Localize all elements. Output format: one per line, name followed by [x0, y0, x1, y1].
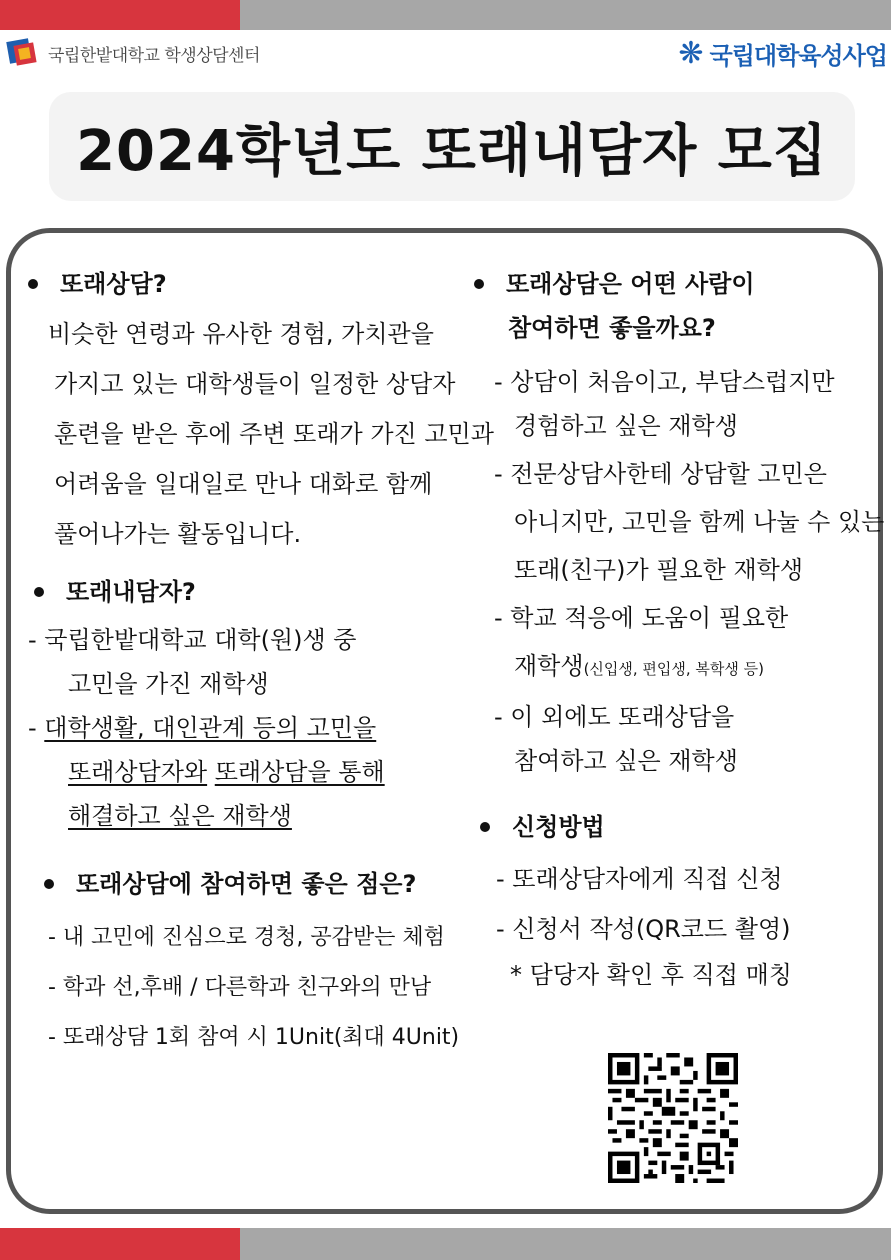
text-line: 어려움을 일대일로 만나 대화로 함께	[54, 470, 433, 498]
section-peer-client-heading: 또래내담자?	[28, 570, 478, 614]
text-line: 비슷한 연령과 유사한 경험, 가치관을	[48, 320, 434, 348]
bullet-icon	[34, 587, 44, 597]
text-line: 재학생(신입생, 편입생, 복학생 등)	[514, 652, 765, 680]
text-line: 또래상담자와 또래상담을 통해	[68, 758, 385, 786]
section-peer-counseling-body	[28, 312, 494, 556]
university-logo	[6, 38, 260, 68]
university-logo-text: 국립한밭대학교 학생상담센터	[48, 45, 260, 66]
sparkle-logo-icon: ❋	[678, 35, 704, 71]
section-benefits-body	[28, 916, 478, 1060]
text-line: - 전문상담사한테 상담할 고민은	[494, 460, 827, 488]
text-line: 아니지만, 고민을 함께 나눌 수 있는	[514, 508, 885, 536]
text-line: 가지고 있는 대학생들이 일정한 상담자	[54, 370, 456, 398]
project-logo-text: 국립대학육성사업	[709, 42, 887, 70]
text-line: - 또래상담자에게 직접 신청	[496, 865, 783, 893]
text-line: - 신청서 작성(QR코드 촬영)	[496, 915, 791, 943]
section-benefits-heading: 또래상담에 참여하면 좋은 점은?	[28, 862, 478, 906]
project-logo	[678, 36, 887, 71]
page-title: 2024학년도 또래내담자 모집	[76, 118, 828, 184]
text-line: - 또래상담 1회 참여 시 1Unit(최대 4Unit)	[48, 1025, 460, 1050]
text-line: 참여하고 싶은 재학생	[514, 747, 738, 775]
bullet-icon	[474, 279, 484, 289]
section-who-heading: 또래상담은 어떤 사람이	[474, 262, 874, 306]
text-line: * 담당자 확인 후 직접 매칭	[510, 961, 792, 989]
text-line: - 국립한밭대학교 대학(원)생 중	[28, 626, 357, 654]
bullet-icon	[28, 279, 38, 289]
top-grey-bar	[240, 0, 891, 30]
right-column	[474, 262, 885, 997]
text-line: 해결하고 싶은 재학생	[68, 802, 292, 830]
text-line: 또래(친구)가 필요한 재학생	[514, 556, 804, 584]
text-line: - 상담이 처음이고, 부담스럽지만	[494, 368, 835, 396]
section-apply-heading: 신청방법	[474, 805, 874, 849]
text-line: 경험하고 싶은 재학생	[514, 412, 738, 440]
qr-code-icon[interactable]	[608, 1053, 738, 1183]
title-banner	[49, 92, 855, 201]
text-line: 고민을 가진 재학생	[68, 670, 269, 698]
text-line: - 학교 적응에 도움이 필요한	[494, 604, 789, 632]
section-peer-counseling-heading: 또래상담?	[28, 262, 478, 306]
top-red-bar	[0, 0, 240, 30]
bottom-red-bar	[0, 1228, 240, 1260]
section-apply-body	[474, 857, 874, 997]
bottom-grey-bar	[240, 1228, 891, 1260]
left-column	[28, 262, 494, 1060]
text-line: - 내 고민에 진심으로 경청, 공감받는 체험	[48, 925, 445, 950]
bullet-icon	[480, 822, 490, 832]
text-line: 풀어나가는 활동입니다.	[54, 520, 302, 548]
university-emblem-icon	[6, 38, 40, 68]
text-line: - 이 외에도 또래상담을	[494, 703, 735, 731]
section-peer-client-body	[28, 618, 478, 838]
section-who-heading-line2: 참여하면 좋을까요?	[508, 314, 716, 342]
text-line: - 학과 선,후배 / 다른학과 친구와의 만남	[48, 975, 432, 1000]
section-who-body	[474, 360, 885, 783]
text-line: 훈련을 받은 후에 주변 또래가 가진 고민과	[54, 420, 494, 448]
text-line: - 대학생활, 대인관계 등의 고민을	[28, 714, 377, 742]
bullet-icon	[44, 879, 54, 889]
